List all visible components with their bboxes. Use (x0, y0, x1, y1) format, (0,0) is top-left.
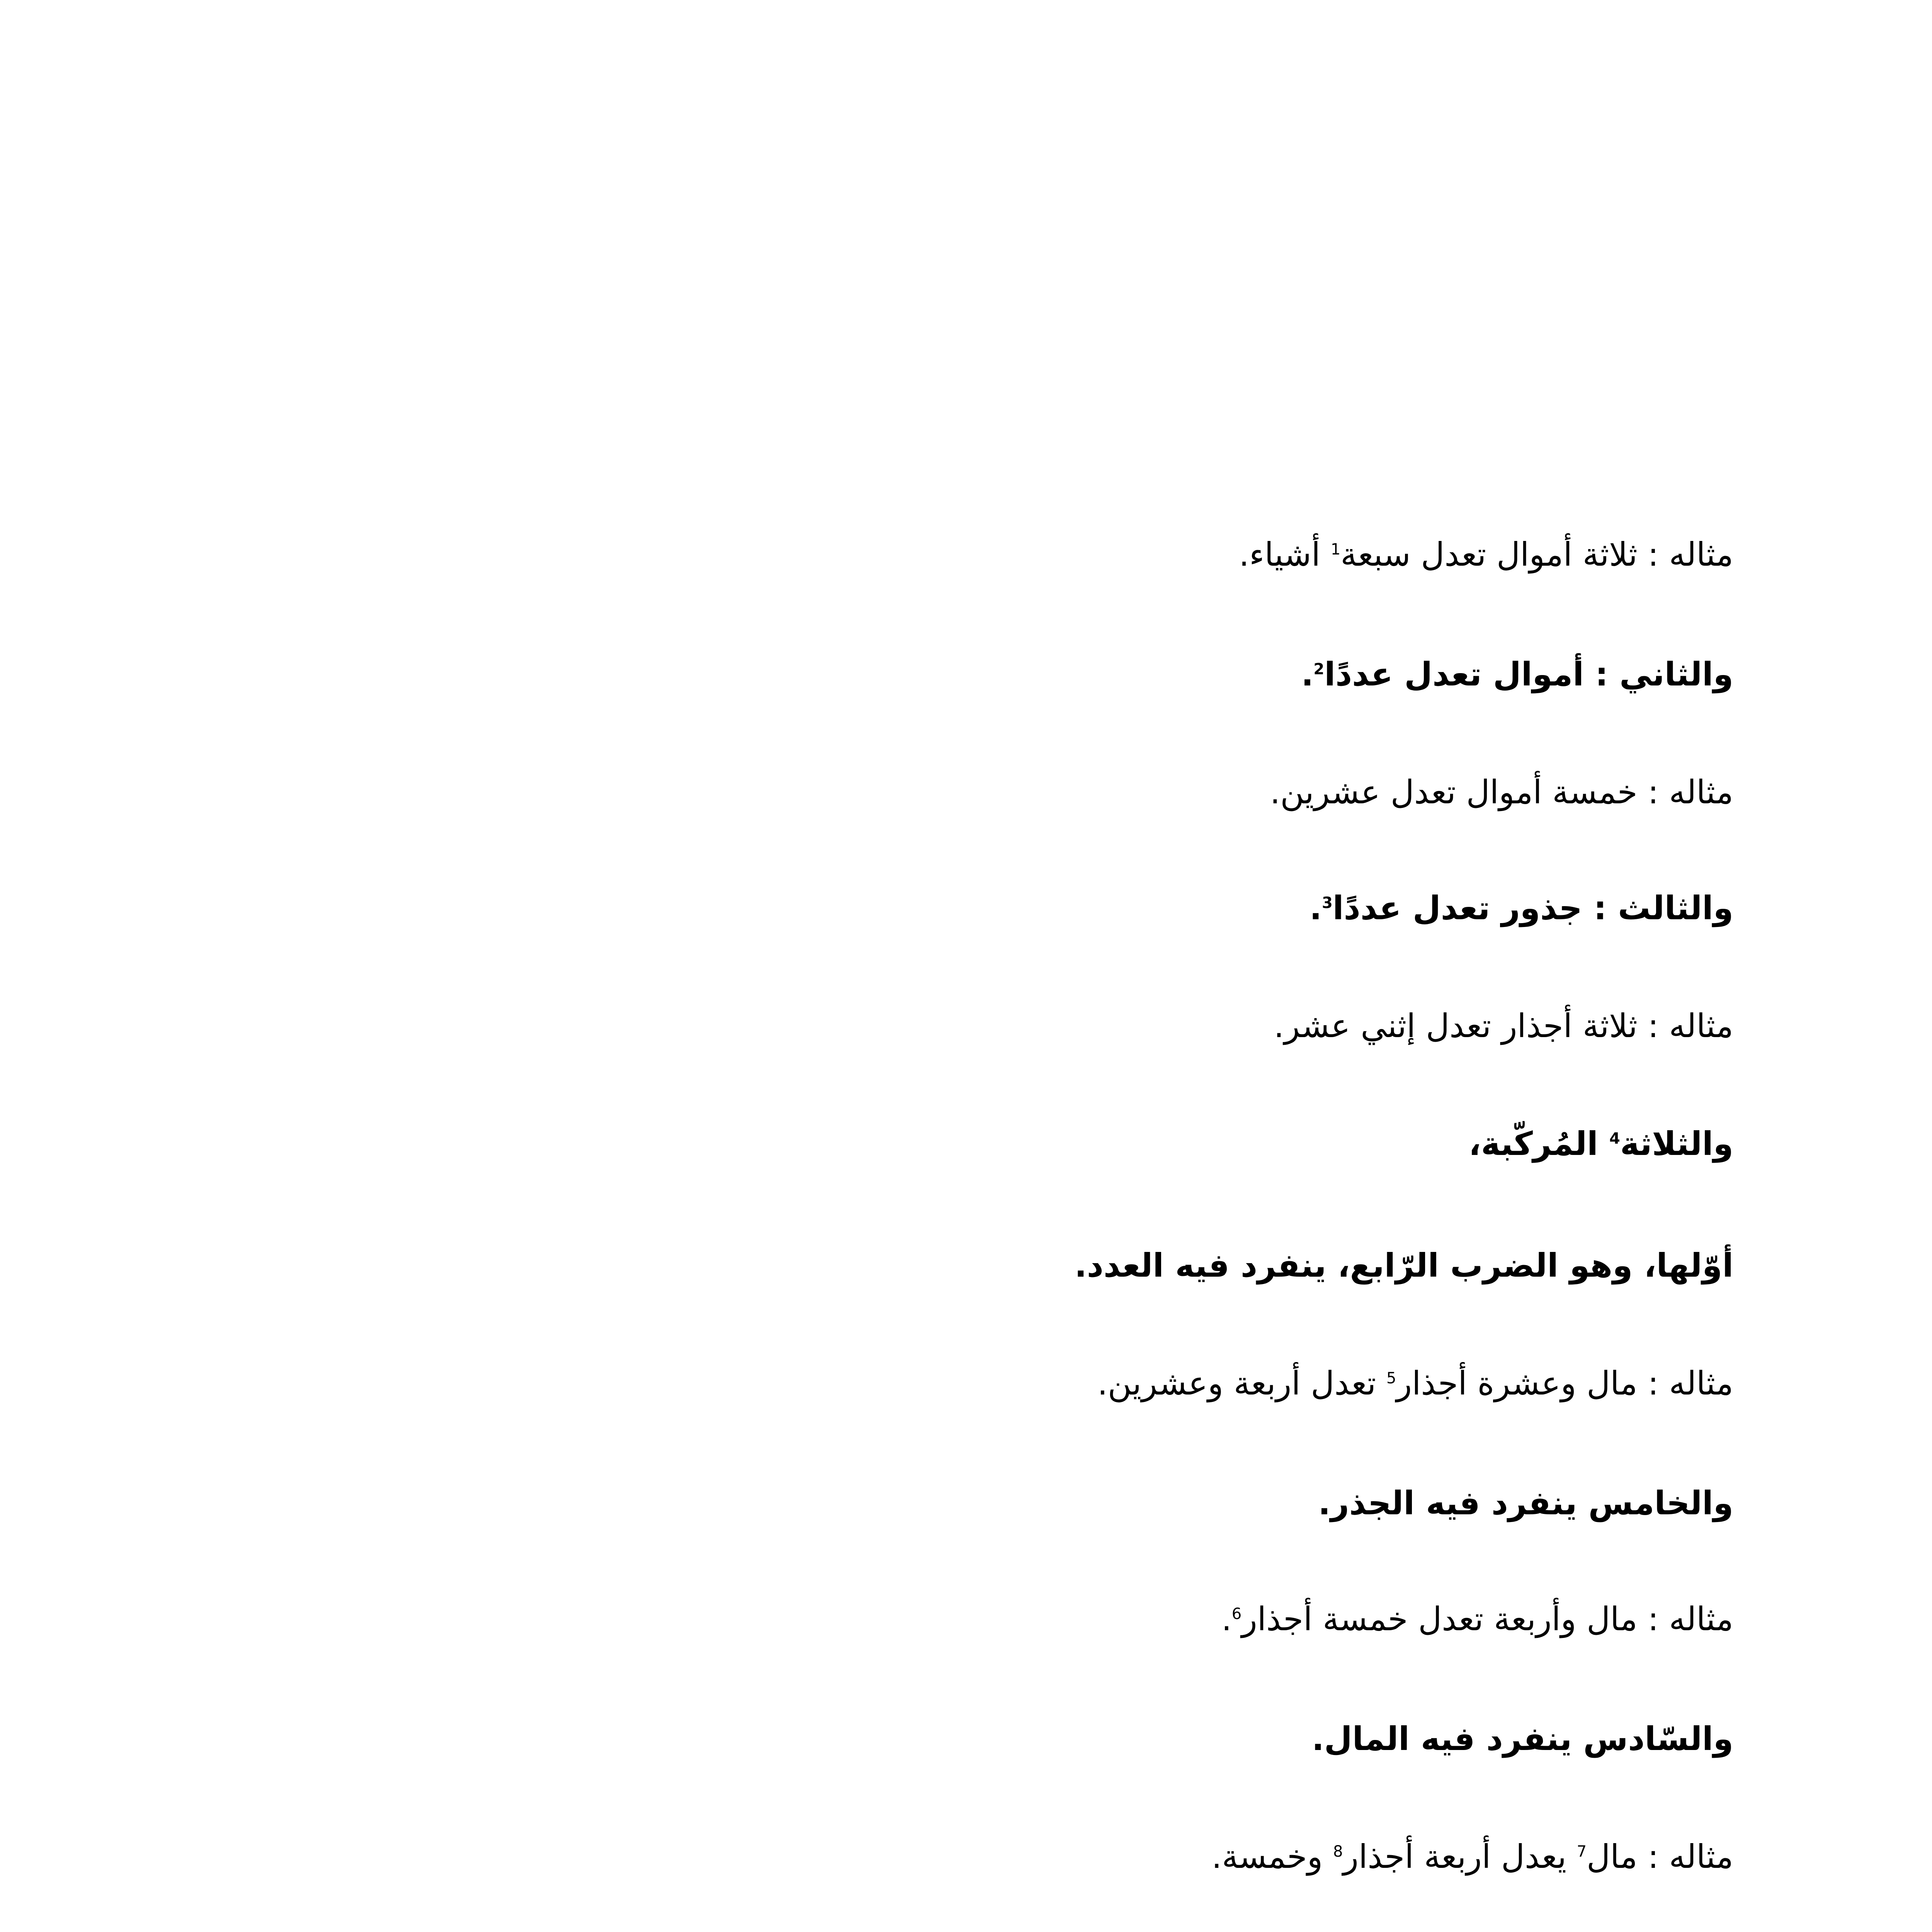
example-line-3-text: مثاله : ثلاثة أجذار تعدل إثني عشر. (1274, 1007, 1733, 1045)
footnote-ref: 6 (1231, 1605, 1242, 1623)
case-five-heading-text: والخامس ينفرد فيه الجذر. (1318, 1484, 1733, 1522)
example-line-2-text: مثاله : خمسة أموال تعدل عشرين. (1270, 773, 1733, 811)
case-six-heading (497, 1716, 1733, 1762)
example-line-6-tail: وخمسة. (1211, 1838, 1333, 1876)
case-four-heading-text: أوّلها، وهو الضرب الرّابع، ينفرد فيه العدد. (1074, 1247, 1733, 1284)
compound-heading-tail: المُركّبة، (1468, 1125, 1610, 1163)
example-line-6-text: مثاله : مال (1587, 1838, 1733, 1876)
example-line-3 (497, 1003, 1733, 1049)
example-line-4-text: مثاله : مال وعشرة أجذار (1396, 1364, 1733, 1402)
example-line-4-tail: تعدل أربعة وعشرين. (1097, 1364, 1387, 1402)
example-line-1-tail: أشياء. (1239, 536, 1331, 573)
footnote-ref: 4 (1609, 1130, 1620, 1148)
footnote-ref: 5 (1386, 1369, 1396, 1387)
footnote-ref: 7 (1577, 1843, 1587, 1861)
case-six-heading-text: والسّادس ينفرد فيه المال. (1311, 1720, 1733, 1758)
example-line-5-text: مثاله : مال وأربعة تعدل خمسة أجذار (1242, 1600, 1733, 1638)
case-three-heading-text: والثالث : جذور تعدل عددًا (1332, 889, 1733, 927)
case-two-heading-tail: . (1301, 655, 1314, 693)
case-two-heading (497, 651, 1733, 697)
compound-heading-text: والثلاثة (1620, 1125, 1733, 1163)
compound-heading (497, 1121, 1733, 1167)
case-five-heading (497, 1480, 1733, 1526)
example-line-5 (497, 1596, 1733, 1642)
case-three-heading (497, 885, 1733, 931)
example-line-1 (497, 531, 1733, 578)
example-line-1-text: مثاله : ثلاثة أموال تعدل سبعة (1340, 536, 1733, 573)
footnote-ref: 3 (1321, 894, 1333, 912)
footnote-ref: 2 (1313, 660, 1325, 678)
example-line-2 (497, 769, 1733, 815)
case-two-heading-text: والثاني : أموال تعدل عددًا (1324, 655, 1733, 693)
example-line-5-tail: . (1221, 1600, 1232, 1638)
case-three-heading-tail: . (1310, 889, 1322, 927)
footnote-ref: 1 (1330, 541, 1341, 558)
example-line-6-mid: يعدل أربعة أجذار (1343, 1838, 1577, 1876)
example-line-6 (497, 1833, 1733, 1880)
case-four-heading (497, 1242, 1733, 1289)
example-line-4 (497, 1360, 1733, 1406)
footnote-ref: 8 (1333, 1843, 1343, 1861)
